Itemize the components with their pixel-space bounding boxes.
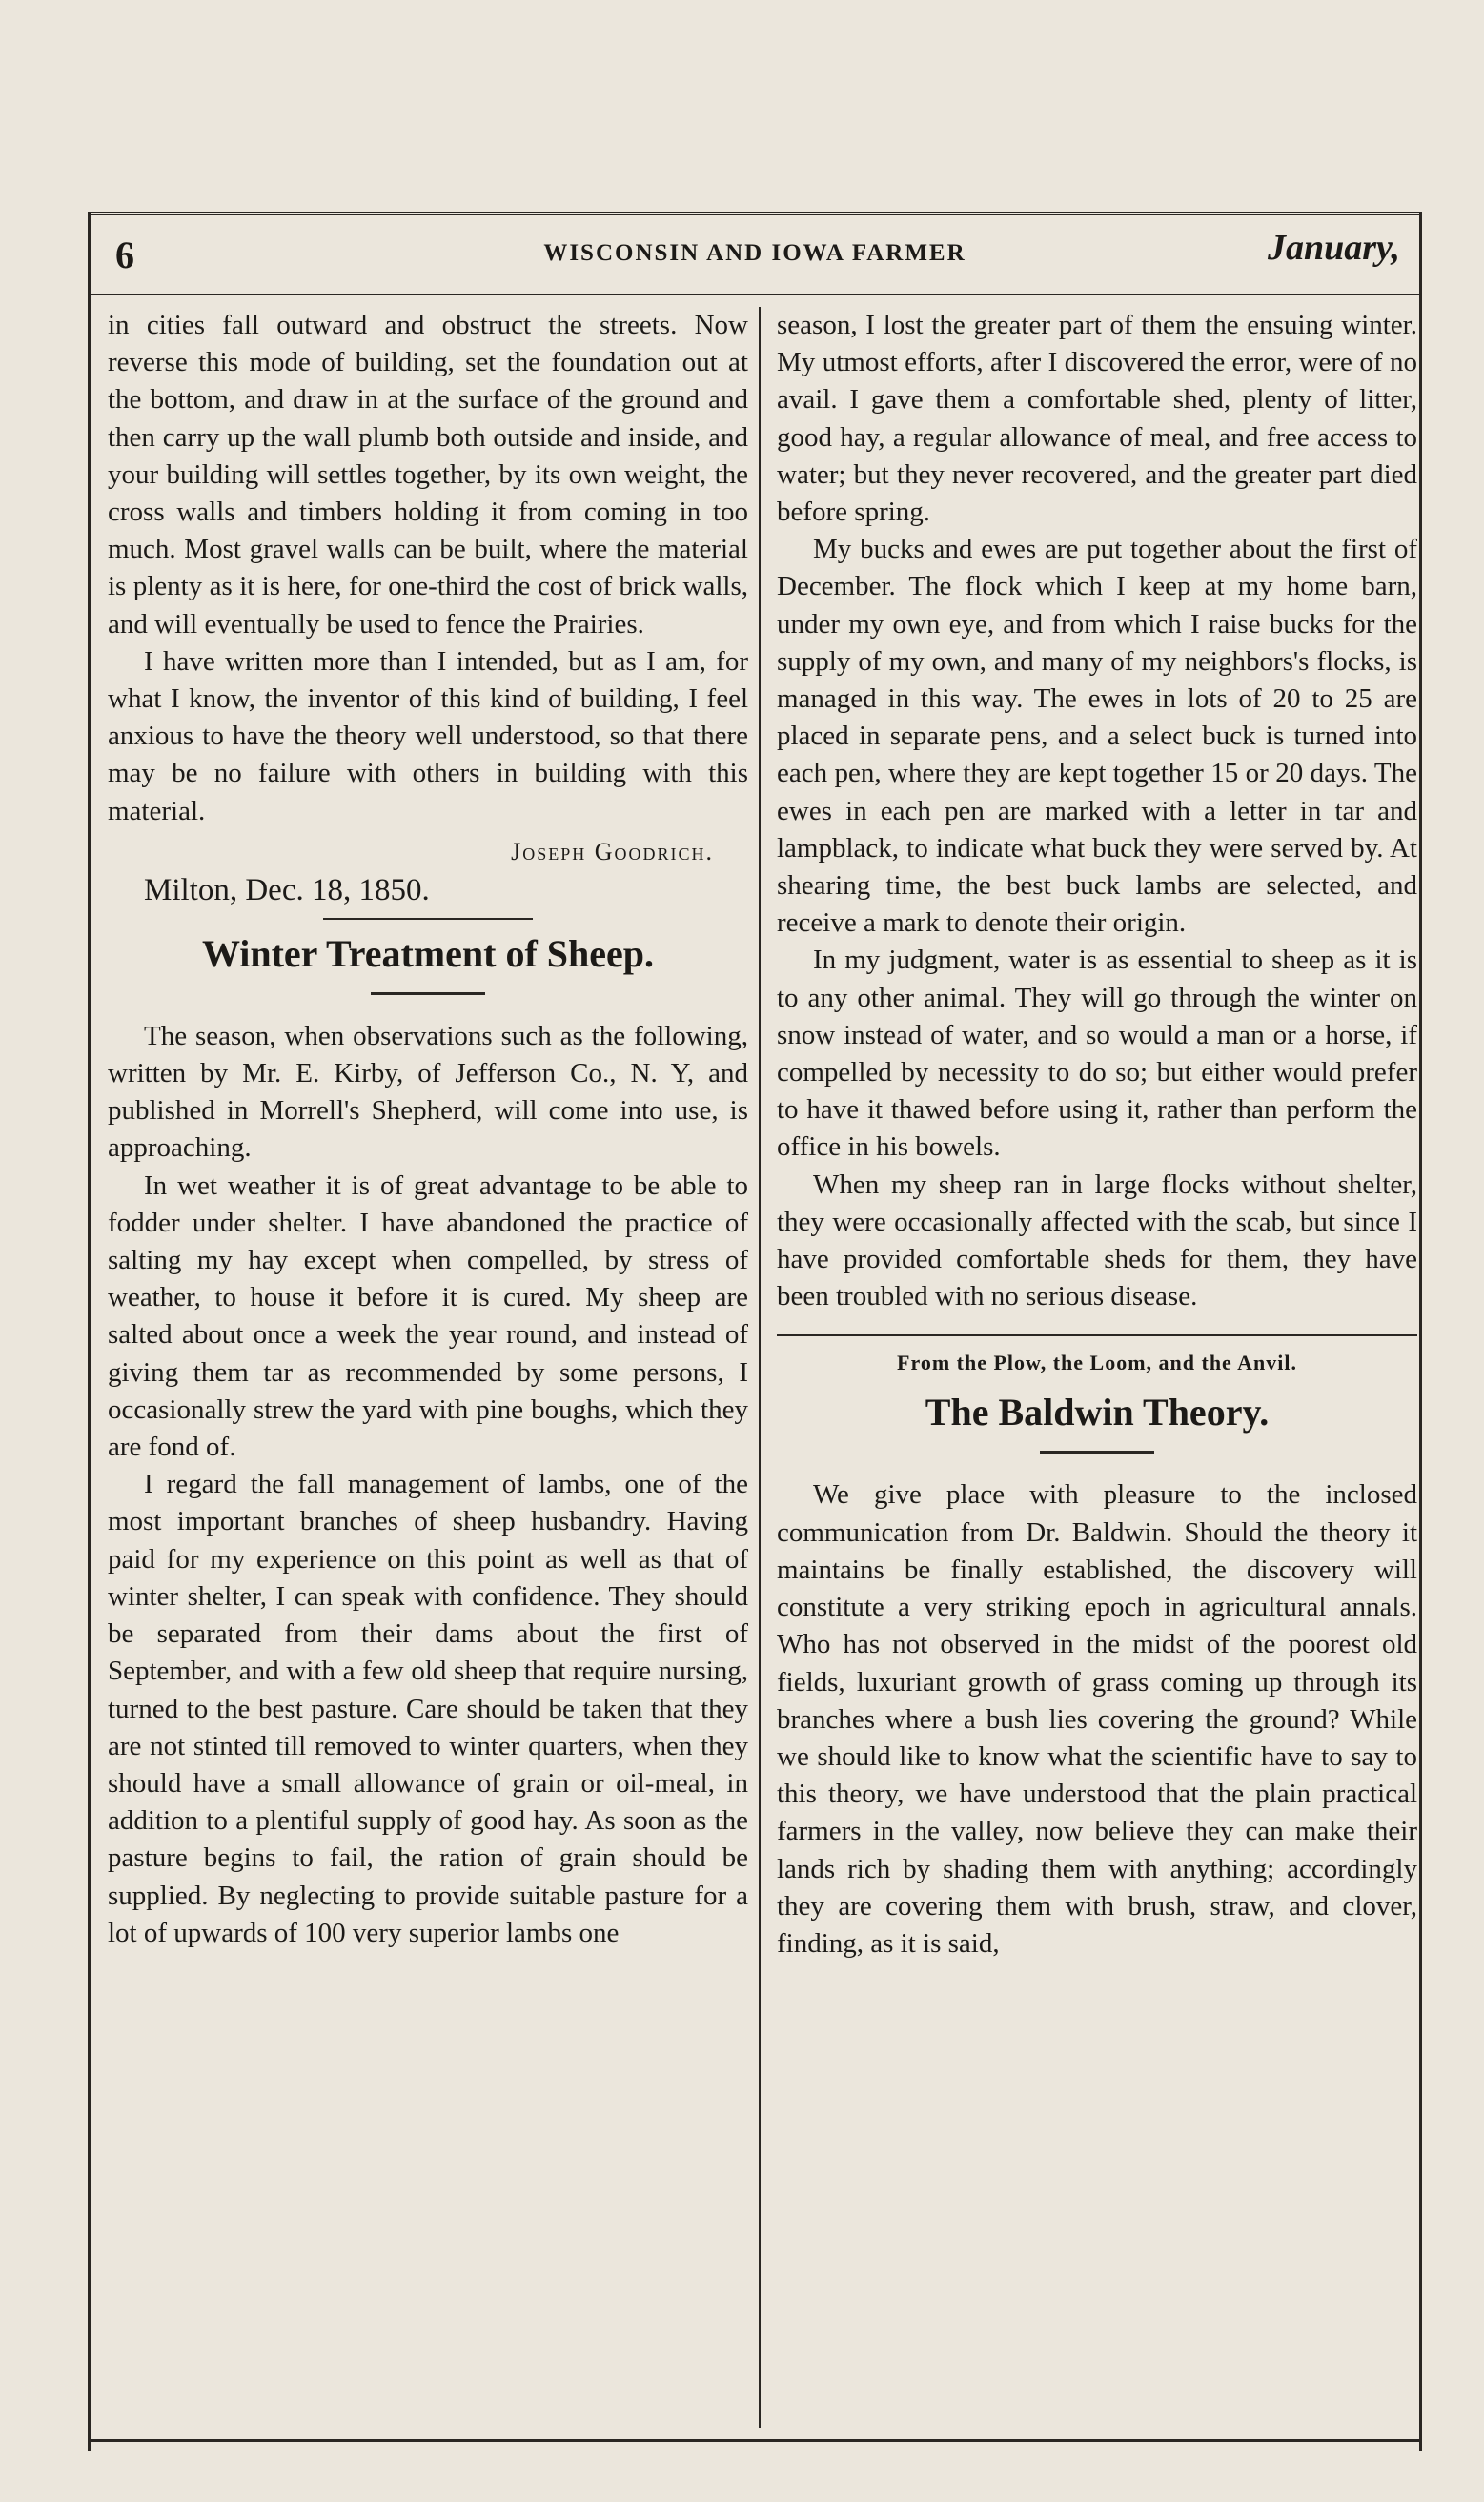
body-paragraph: I regard the fall management of lambs, one of the most important branches of sheep husbandry. Having paid for my experience on this point as well as that of winter shelter, I can speak with confidence. They should be separated from their dams about the first of September, and with a few old sheep that require nursing, turned to the best pasture. Care should be taken that they are not stinted till removed to winter quarters, when they should have a small allowance of grain or oil-meal, in addition to a plentiful supply of good hay. As soon as the pasture begins to fail, the ration of grain should be supplied. By neglecting to provide suitable pasture for a lot of upwards of 100 very superior lambs one [108, 1469, 748, 1948]
newspaper-page [88, 212, 1422, 2451]
issue-month: January, [1267, 228, 1400, 268]
left-column [108, 307, 748, 2432]
body-paragraph: I have written more than I intended, but as I am, for what I know, the inventor of this kind of building, I feel anxious to have the theory well understood, so that there may be no failure with others in building with this material. [108, 645, 748, 826]
source-credit: From the Plow, the Loom, and the Anvil. [897, 1351, 1297, 1375]
body-paragraph: My bucks and ewes are put together about the first of December. The flock which I keep at my home barn, under my own eye, and from which I raise bucks for the supply of my own, and many of my neighbors's flocks, is managed in this way. The ewes in lots of 20 to 25 are placed in separate pens, and a select buck is turned into each pen, where they are kept together 15 or 20 days. The ewes in each pen are marked with a letter in tar and lampblack, to indicate what buck they were served by. At shearing time, the best buck lambs are selected, and receive a mark to denote their origin. [777, 534, 1417, 939]
section-divider [323, 918, 533, 920]
page-number: 6 [115, 234, 134, 276]
section-divider [777, 1334, 1417, 1336]
dateline: Milton, Dec. 18, 1850. [144, 872, 430, 907]
body-paragraph: The season, when observations such as the following, written by Mr. E. Kirby, of Jefferson Co., N. Y, and published in Morrell's Shepherd, will come into use, is approaching. [108, 1020, 748, 1164]
body-paragraph: In wet weather it is of great advantage to be able to fodder under shelter. I have abandoned the practice of salting my hay except when compelled, by stress of weather, to house it before it is cured. My sheep are salted about once a week the year round, and instead of giving them tar as recommended by some persons, I occasionally strew the yard with pine boughs, which they are fond of. [108, 1170, 748, 1463]
running-head: WISCONSIN AND IOWA FARMER [543, 240, 966, 266]
author-signature: Joseph Goodrich. [511, 837, 714, 865]
article-title: The Baldwin Theory. [925, 1391, 1270, 1434]
body-paragraph: When my sheep ran in large flocks without shelter, they were occasionally affected with the scab, but since I have provided comfortable sheds for them, they have been troubled with no serious disease. [777, 1169, 1417, 1312]
title-rule [1040, 1451, 1154, 1454]
page-header [91, 212, 1419, 295]
body-paragraph: We give place with pleasure to the inclosed communication from Dr. Baldwin. Should the theory it maintains be finally established, the discovery will constitute a very striking epoch in agricultural annals. Who has not observed in the midst of the poorest old fields, luxuriant growth of grass coming up through its branches where a bush lies covering the ground? While we should like to know what the scientific have to say to this theory, we have understood that the plain practical farmers in the valley, now believe they can make their lands rich by shading them with anything; accordingly they are covering them with brush, straw, and clover, finding, as it is said, [777, 1479, 1417, 1959]
body-paragraph: in cities fall outward and obstruct the streets. Now reverse this mode of building, set the foundation out at the bottom, and draw in at the surface of the ground and then carry up the wall plumb both outside and inside, and your building will settles together, by its own weight, the cross walls and timbers holding it from coming in too much. Most gravel walls can be built, where the material is plenty as it is here, for one-third the cost of brick walls, and will eventually be used to fence the Prairies. [108, 310, 748, 640]
title-rule [371, 992, 485, 995]
body-paragraph: In my judgment, water is as essential to sheep as it is to any other animal. They will go through the winter on snow instead of water, and so would a man or a horse, if compelled by necessity to do so; but either would prefer to have it thawed before using it, rather than perform the office in his bowels. [777, 945, 1417, 1163]
right-column [777, 307, 1417, 2432]
article-title: Winter Treatment of Sheep. [201, 931, 655, 975]
bottom-rule [91, 2439, 1419, 2451]
body-paragraph: season, I lost the greater part of them the ensuing winter. My utmost efforts, after I discovered the error, were of no avail. I gave them a comfortable shed, plenty of litter, good hay, a regular allowance of meal, and free access to water; but they never recovered, and the greater part died before spring. [777, 310, 1417, 528]
column-divider [759, 307, 761, 2428]
